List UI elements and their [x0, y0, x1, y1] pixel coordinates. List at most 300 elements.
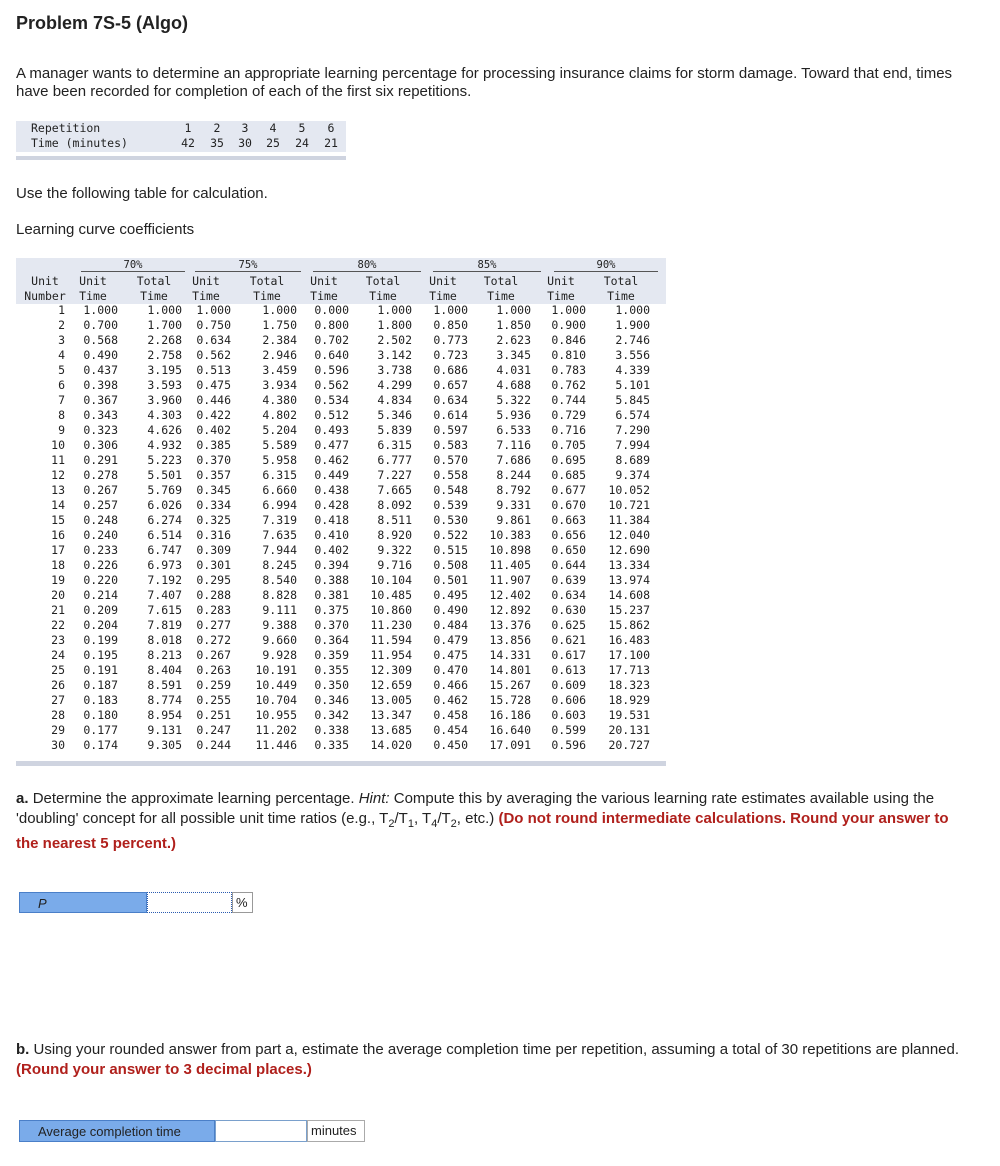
total-time-cell: 4.834	[377, 393, 412, 407]
total-time-cell: 5.204	[262, 423, 297, 437]
percent-header-underline	[554, 271, 658, 272]
unit-time-cell: 0.418	[314, 513, 349, 527]
total-time-cell: 5.101	[615, 378, 650, 392]
repetition-cell: 3	[241, 121, 249, 135]
total-time-cell: 5.223	[147, 453, 182, 467]
total-time-cell: 8.404	[147, 663, 182, 677]
total-time-cell: 14.331	[489, 648, 531, 662]
total-time-cell: 4.380	[262, 393, 297, 407]
unit-time-cell: 0.257	[83, 498, 118, 512]
total-time-cell: 1.000	[262, 303, 297, 317]
unit-time-cell: 0.191	[83, 663, 118, 677]
total-time-cell: 1.000	[615, 303, 650, 317]
unit-time-cell: 0.251	[196, 708, 231, 722]
unit-time-cell: 0.388	[314, 573, 349, 587]
unit-time-cell: 0.744	[551, 393, 586, 407]
unit-time-cell: 0.846	[551, 333, 586, 347]
learning-curve-table	[16, 258, 666, 768]
total-time-header: Time	[253, 289, 281, 303]
unit-time-cell: 0.345	[196, 483, 231, 497]
total-time-cell: 10.191	[255, 663, 297, 677]
part-b-instruction: (Round your answer to 3 decimal places.)	[16, 1061, 312, 1078]
unit-time-cell: 0.295	[196, 573, 231, 587]
unit-time-cell: 0.639	[551, 573, 586, 587]
unit-time-cell: 0.446	[196, 393, 231, 407]
unit-number-cell: 5	[58, 363, 65, 377]
total-time-cell: 13.347	[370, 708, 412, 722]
total-time-cell: 9.388	[262, 618, 297, 632]
total-time-cell: 2.384	[262, 333, 297, 347]
unit-time-cell: 0.705	[551, 438, 586, 452]
total-time-cell: 5.501	[147, 468, 182, 482]
table-divider	[16, 761, 666, 766]
unit-time-cell: 0.255	[196, 693, 231, 707]
part-a-answer-row	[19, 892, 254, 914]
total-time-cell: 10.449	[255, 678, 297, 692]
unit-time-cell: 0.614	[433, 408, 468, 422]
unit-number-cell: 21	[51, 603, 65, 617]
total-time-cell: 6.777	[377, 453, 412, 467]
total-time-cell: 11.202	[255, 723, 297, 737]
unit-time-cell: 0.702	[314, 333, 349, 347]
total-time-cell: 8.591	[147, 678, 182, 692]
part-a-letter: a.	[16, 790, 29, 807]
total-time-cell: 4.932	[147, 438, 182, 452]
unit-time-cell: 0.183	[83, 693, 118, 707]
total-time-cell: 17.091	[489, 738, 531, 752]
unit-time-cell: 0.291	[83, 453, 118, 467]
total-time-cell: 15.267	[489, 678, 531, 692]
unit-time-cell: 0.259	[196, 678, 231, 692]
unit-time-cell: 0.621	[551, 633, 586, 647]
unit-time-cell: 0.272	[196, 633, 231, 647]
total-time-cell: 6.514	[147, 528, 182, 542]
unit-time-cell: 0.548	[433, 483, 468, 497]
unit-time-cell: 0.630	[551, 603, 586, 617]
total-time-cell: 11.384	[608, 513, 650, 527]
learning-percentage-input[interactable]	[147, 892, 232, 913]
percent-header-underline	[81, 271, 185, 272]
unit-time-cell: 0.762	[551, 378, 586, 392]
total-time-cell: 12.892	[489, 603, 531, 617]
unit-time-cell: 0.357	[196, 468, 231, 482]
ratio-subscript: 2	[450, 818, 457, 830]
unit-time-cell: 0.640	[314, 348, 349, 362]
unit-time-cell: 0.364	[314, 633, 349, 647]
unit-time-cell: 0.195	[83, 648, 118, 662]
total-time-cell: 8.092	[377, 498, 412, 512]
total-time-cell: 2.946	[262, 348, 297, 362]
time-row	[16, 136, 346, 151]
total-time-cell: 7.227	[377, 468, 412, 482]
unit-time-cell: 0.454	[433, 723, 468, 737]
total-time-header: Total	[249, 274, 285, 288]
unit-number-cell: 7	[58, 393, 65, 407]
unit-time-cell: 0.501	[433, 573, 468, 587]
unit-time-cell: 0.650	[551, 543, 586, 557]
ratio-etc: , etc.)	[456, 810, 495, 827]
unit-time-cell: 0.174	[83, 738, 118, 752]
unit-time-cell: 0.209	[83, 603, 118, 617]
unit-time-cell: 0.288	[196, 588, 231, 602]
total-time-cell: 3.556	[615, 348, 650, 362]
total-time-header: Time	[140, 289, 168, 303]
total-time-cell: 11.954	[370, 648, 412, 662]
unit-time-header: Unit	[429, 274, 457, 288]
unit-number-header: Unit	[31, 274, 59, 288]
total-time-cell: 10.721	[608, 498, 650, 512]
unit-time-cell: 0.475	[196, 378, 231, 392]
unit-time-cell: 0.603	[551, 708, 586, 722]
unit-time-cell: 0.530	[433, 513, 468, 527]
unit-time-cell: 0.783	[551, 363, 586, 377]
total-time-cell: 19.531	[608, 708, 650, 722]
time-cell: 42	[181, 136, 195, 150]
unit-time-header: Time	[310, 289, 338, 303]
total-time-cell: 5.346	[377, 408, 412, 422]
unit-time-cell: 0.462	[314, 453, 349, 467]
unit-time-cell: 0.596	[314, 363, 349, 377]
total-time-cell: 7.665	[377, 483, 412, 497]
unit-number-cell: 18	[51, 558, 65, 572]
unit-time-cell: 0.850	[433, 318, 468, 332]
unit-number-cell: 29	[51, 723, 65, 737]
part-b-text: Using your rounded answer from part a, estimate the average completion time per repetition, assuming a total of 30 repetitions are planned.	[33, 1041, 960, 1058]
total-time-cell: 6.315	[262, 468, 297, 482]
total-time-cell: 10.104	[370, 573, 412, 587]
unit-time-cell: 0.515	[433, 543, 468, 557]
unit-number-cell: 23	[51, 633, 65, 647]
total-time-cell: 5.839	[377, 423, 412, 437]
unit-time-cell: 0.177	[83, 723, 118, 737]
total-time-cell: 5.936	[496, 408, 531, 422]
total-time-cell: 14.020	[370, 738, 412, 752]
total-time-cell: 6.274	[147, 513, 182, 527]
unit-time-cell: 0.570	[433, 453, 468, 467]
total-time-cell: 7.192	[147, 573, 182, 587]
total-time-cell: 15.728	[489, 693, 531, 707]
unit-number-cell: 24	[51, 648, 65, 662]
unit-time-cell: 0.394	[314, 558, 349, 572]
total-time-cell: 6.994	[262, 498, 297, 512]
unit-time-cell: 0.306	[83, 438, 118, 452]
unit-time-cell: 0.301	[196, 558, 231, 572]
total-time-cell: 9.374	[615, 468, 650, 482]
minutes-unit: minutes	[307, 1120, 365, 1142]
unit-time-cell: 0.477	[314, 438, 349, 452]
unit-time-cell: 0.350	[314, 678, 349, 692]
unit-time-cell: 0.716	[551, 423, 586, 437]
total-time-cell: 12.402	[489, 588, 531, 602]
part-b-question	[16, 1040, 966, 1080]
unit-number-cell: 15	[51, 513, 65, 527]
total-time-cell: 12.690	[608, 543, 650, 557]
unit-number-cell: 20	[51, 588, 65, 602]
ratio-symbol: T	[422, 810, 432, 827]
unit-number-cell: 13	[51, 483, 65, 497]
total-time-cell: 8.828	[262, 588, 297, 602]
total-time-cell: 8.245	[262, 558, 297, 572]
unit-time-cell: 0.323	[83, 423, 118, 437]
total-time-cell: 8.774	[147, 693, 182, 707]
total-time-cell: 16.640	[489, 723, 531, 737]
lc-table-title: Learning curve coefficients	[16, 221, 195, 238]
unit-time-header: Time	[547, 289, 575, 303]
unit-number-cell: 11	[51, 453, 65, 467]
repetition-cell: 5	[298, 121, 306, 135]
unit-time-cell: 0.599	[551, 723, 586, 737]
total-time-cell: 3.960	[147, 393, 182, 407]
total-time-cell: 1.750	[262, 318, 297, 332]
unit-time-cell: 0.309	[196, 543, 231, 557]
total-time-cell: 11.230	[370, 618, 412, 632]
total-time-cell: 4.303	[147, 408, 182, 422]
unit-number-cell: 12	[51, 468, 65, 482]
unit-time-cell: 0.617	[551, 648, 586, 662]
total-time-cell: 6.660	[262, 483, 297, 497]
unit-number-cell: 30	[51, 738, 65, 752]
total-time-cell: 3.738	[377, 363, 412, 377]
answer-label-average: Average completion time	[19, 1120, 215, 1142]
total-time-cell: 8.920	[377, 528, 412, 542]
unit-time-cell: 0.000	[314, 303, 349, 317]
total-time-cell: 18.323	[608, 678, 650, 692]
unit-number-cell: 3	[58, 333, 65, 347]
ratio-symbol: T	[379, 810, 389, 827]
unit-time-cell: 0.562	[196, 348, 231, 362]
unit-time-cell: 0.375	[314, 603, 349, 617]
unit-time-cell: 0.338	[314, 723, 349, 737]
unit-time-cell: 0.583	[433, 438, 468, 452]
unit-time-cell: 0.422	[196, 408, 231, 422]
unit-time-cell: 0.370	[196, 453, 231, 467]
total-time-cell: 4.299	[377, 378, 412, 392]
total-time-cell: 12.659	[370, 678, 412, 692]
unit-number-cell: 1	[58, 303, 65, 317]
total-time-cell: 15.862	[608, 618, 650, 632]
unit-time-cell: 0.656	[551, 528, 586, 542]
total-time-cell: 7.635	[262, 528, 297, 542]
unit-time-cell: 0.723	[433, 348, 468, 362]
unit-time-cell: 0.677	[551, 483, 586, 497]
unit-time-cell: 0.370	[314, 618, 349, 632]
unit-time-cell: 0.634	[551, 588, 586, 602]
unit-time-cell: 0.597	[433, 423, 468, 437]
unit-time-cell: 1.000	[551, 303, 586, 317]
total-time-cell: 7.994	[615, 438, 650, 452]
ratio-symbol: T	[398, 810, 408, 827]
total-time-cell: 10.485	[370, 588, 412, 602]
total-time-cell: 11.907	[489, 573, 531, 587]
unit-time-cell: 0.644	[551, 558, 586, 572]
total-time-cell: 6.026	[147, 498, 182, 512]
unit-number-cell: 28	[51, 708, 65, 722]
total-time-cell: 9.861	[496, 513, 531, 527]
percent-header-underline	[195, 271, 301, 272]
unit-time-cell: 0.663	[551, 513, 586, 527]
total-time-cell: 5.769	[147, 483, 182, 497]
repetition-cell: 1	[184, 121, 192, 135]
total-time-header: Total	[136, 274, 172, 288]
total-time-cell: 1.000	[496, 303, 531, 317]
time-cell: 24	[295, 136, 309, 150]
unit-number-cell: 4	[58, 348, 65, 362]
unit-time-cell: 0.398	[83, 378, 118, 392]
unit-time-cell: 0.508	[433, 558, 468, 572]
problem-title: Problem 7S-5 (Algo)	[16, 13, 189, 33]
unit-time-cell: 0.568	[83, 333, 118, 347]
unit-time-cell: 0.493	[314, 423, 349, 437]
time-cell: 30	[238, 136, 252, 150]
total-time-cell: 1.700	[147, 318, 182, 332]
unit-time-cell: 0.458	[433, 708, 468, 722]
total-time-header: Time	[369, 289, 397, 303]
total-time-cell: 10.052	[608, 483, 650, 497]
unit-time-cell: 0.385	[196, 438, 231, 452]
ratio-subscript: 2	[388, 818, 395, 830]
unit-time-cell: 0.438	[314, 483, 349, 497]
total-time-cell: 4.626	[147, 423, 182, 437]
unit-time-cell: 0.283	[196, 603, 231, 617]
unit-time-cell: 0.343	[83, 408, 118, 422]
unit-number-cell: 22	[51, 618, 65, 632]
total-time-cell: 5.845	[615, 393, 650, 407]
total-time-cell: 12.040	[608, 528, 650, 542]
unit-time-cell: 0.670	[551, 498, 586, 512]
unit-time-cell: 0.449	[314, 468, 349, 482]
unit-time-cell: 0.634	[433, 393, 468, 407]
part-b-answer-row	[19, 1120, 369, 1142]
unit-time-header: Time	[192, 289, 220, 303]
total-time-cell: 13.685	[370, 723, 412, 737]
total-time-cell: 6.747	[147, 543, 182, 557]
total-time-cell: 2.268	[147, 333, 182, 347]
percent-header-underline	[313, 271, 421, 272]
unit-number-cell: 10	[51, 438, 65, 452]
percent-header-underline	[433, 271, 541, 272]
total-time-cell: 6.574	[615, 408, 650, 422]
total-time-cell: 6.533	[496, 423, 531, 437]
unit-time-cell: 0.187	[83, 678, 118, 692]
total-time-cell: 3.593	[147, 378, 182, 392]
repetition-label: Repetition	[31, 121, 101, 135]
total-time-cell: 6.973	[147, 558, 182, 572]
total-time-cell: 10.704	[255, 693, 297, 707]
unit-time-cell: 0.278	[83, 468, 118, 482]
unit-time-cell: 0.539	[433, 498, 468, 512]
total-time-cell: 3.345	[496, 348, 531, 362]
total-time-cell: 7.686	[496, 453, 531, 467]
unit-time-cell: 0.410	[314, 528, 349, 542]
answer-label-p: P	[19, 892, 147, 913]
ratio-slash: /	[437, 810, 442, 827]
unit-number-header: Number	[24, 289, 66, 303]
total-time-header: Total	[483, 274, 519, 288]
unit-time-cell: 0.402	[196, 423, 231, 437]
unit-time-cell: 0.609	[551, 678, 586, 692]
unit-time-cell: 0.900	[551, 318, 586, 332]
learning-percent-header: 90%	[596, 259, 616, 271]
unit-time-cell: 0.606	[551, 693, 586, 707]
total-time-cell: 9.111	[262, 603, 297, 617]
total-time-cell: 17.100	[608, 648, 650, 662]
unit-number-cell: 27	[51, 693, 65, 707]
total-time-cell: 5.958	[262, 453, 297, 467]
total-time-cell: 8.244	[496, 468, 531, 482]
repetition-cell: 6	[327, 121, 335, 135]
total-time-header: Time	[607, 289, 635, 303]
total-time-cell: 10.383	[489, 528, 531, 542]
learning-percent-header: 80%	[357, 259, 377, 271]
repetition-cell: 2	[213, 121, 221, 135]
unit-time-cell: 0.204	[83, 618, 118, 632]
unit-time-cell: 0.750	[196, 318, 231, 332]
total-time-cell: 11.446	[255, 738, 297, 752]
unit-number-cell: 25	[51, 663, 65, 677]
total-time-cell: 1.850	[496, 318, 531, 332]
total-time-cell: 10.898	[489, 543, 531, 557]
unit-time-cell: 0.596	[551, 738, 586, 752]
unit-time-cell: 0.316	[196, 528, 231, 542]
learning-percent-header: 70%	[123, 259, 143, 271]
unit-time-cell: 0.267	[196, 648, 231, 662]
unit-time-cell: 1.000	[83, 303, 118, 317]
unit-time-cell: 0.381	[314, 588, 349, 602]
total-time-cell: 20.131	[608, 723, 650, 737]
unit-time-cell: 0.226	[83, 558, 118, 572]
total-time-cell: 1.000	[147, 303, 182, 317]
total-time-cell: 8.213	[147, 648, 182, 662]
total-time-cell: 13.005	[370, 693, 412, 707]
unit-time-cell: 0.267	[83, 483, 118, 497]
unit-number-cell: 2	[58, 318, 65, 332]
unit-time-cell: 0.470	[433, 663, 468, 677]
total-time-cell: 13.376	[489, 618, 531, 632]
unit-number-cell: 8	[58, 408, 65, 422]
unit-time-cell: 0.479	[433, 633, 468, 647]
table-divider	[16, 156, 346, 160]
total-time-cell: 18.929	[608, 693, 650, 707]
unit-time-cell: 0.277	[196, 618, 231, 632]
total-time-cell: 9.131	[147, 723, 182, 737]
total-time-cell: 7.819	[147, 618, 182, 632]
total-time-cell: 11.594	[370, 633, 412, 647]
unit-time-cell: 0.220	[83, 573, 118, 587]
total-time-cell: 12.309	[370, 663, 412, 677]
unit-time-cell: 0.512	[314, 408, 349, 422]
unit-time-cell: 0.634	[196, 333, 231, 347]
unit-time-cell: 0.244	[196, 738, 231, 752]
total-time-cell: 2.758	[147, 348, 182, 362]
average-completion-time-input[interactable]	[215, 1120, 307, 1142]
total-time-cell: 1.900	[615, 318, 650, 332]
total-time-cell: 7.944	[262, 543, 297, 557]
unit-time-cell: 0.558	[433, 468, 468, 482]
total-time-header: Total	[365, 274, 401, 288]
total-time-cell: 8.792	[496, 483, 531, 497]
unit-time-cell: 0.233	[83, 543, 118, 557]
unit-number-cell: 9	[58, 423, 65, 437]
unit-time-cell: 0.625	[551, 618, 586, 632]
total-time-cell: 3.459	[262, 363, 297, 377]
unit-time-cell: 0.263	[196, 663, 231, 677]
unit-time-cell: 0.490	[433, 603, 468, 617]
unit-time-cell: 0.359	[314, 648, 349, 662]
unit-time-cell: 0.462	[433, 693, 468, 707]
unit-time-cell: 0.484	[433, 618, 468, 632]
repetition-row	[16, 121, 346, 136]
unit-number-cell: 19	[51, 573, 65, 587]
